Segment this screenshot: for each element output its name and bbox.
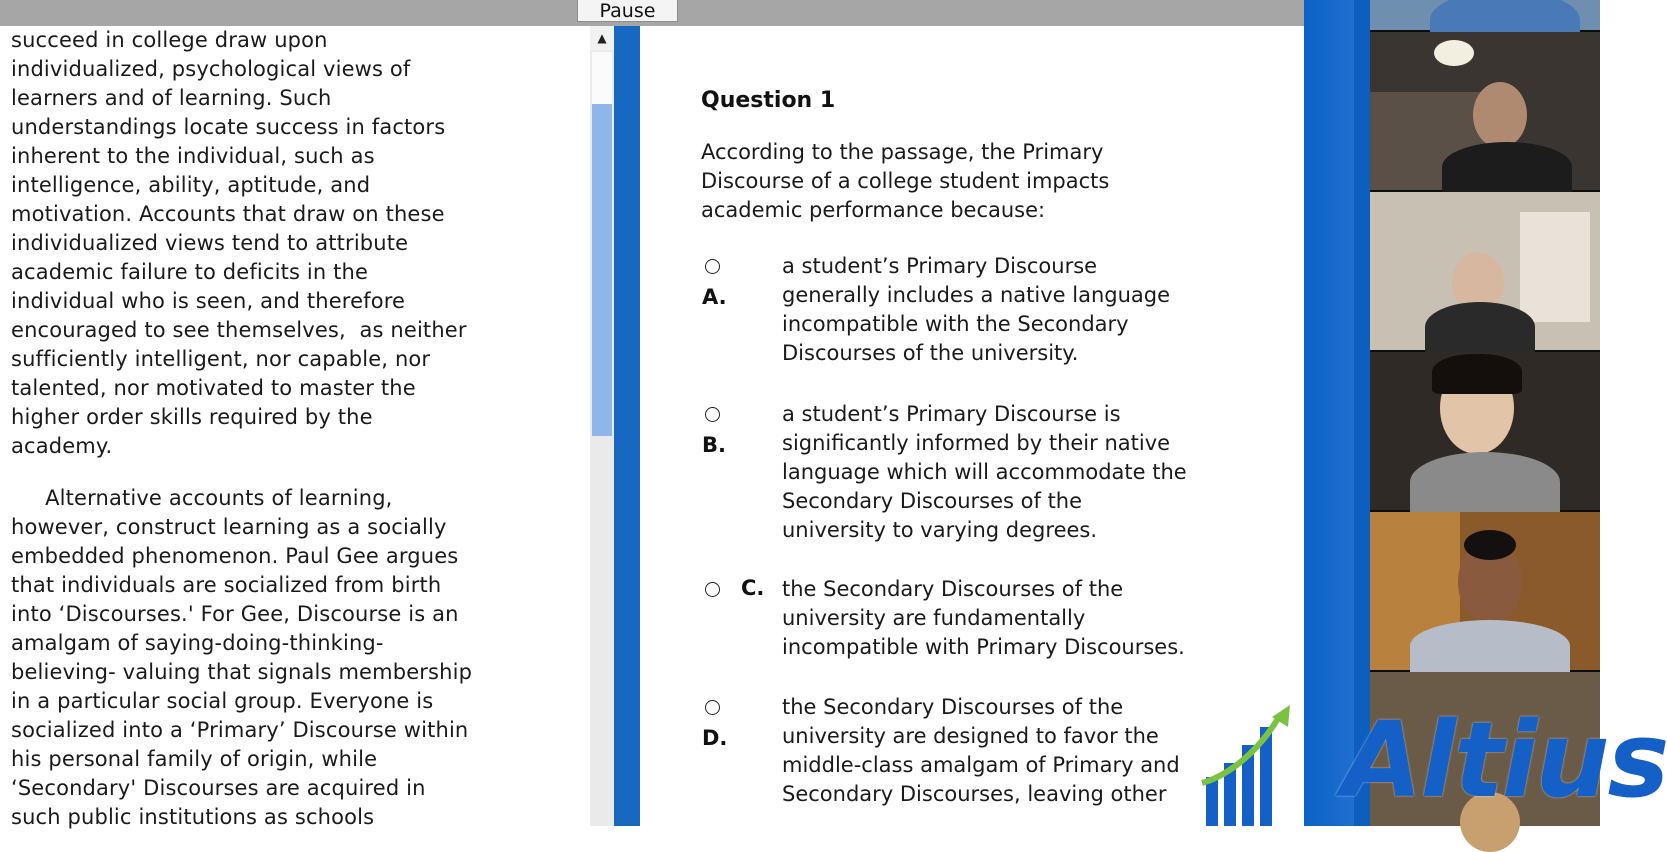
passage-line: such public institutions as schools xyxy=(11,805,375,829)
pause-button[interactable]: Pause xyxy=(577,0,678,22)
question-stem xyxy=(701,138,1261,225)
option-line: the Secondary Discourses of the xyxy=(782,695,1124,719)
passage-line: individualized views tend to attribute xyxy=(11,231,409,255)
participant-video-tile[interactable] xyxy=(1370,352,1600,510)
participant-video-tile[interactable] xyxy=(1370,0,1600,30)
reading-passage-pane xyxy=(0,26,590,829)
scrollbar-track-highlight xyxy=(592,52,612,104)
option-line: significantly informed by their native xyxy=(782,431,1171,455)
passage-line: that individuals are socialized from birth xyxy=(11,573,442,597)
passage-paragraph-1 xyxy=(11,26,571,461)
option-line: university are fundamentally xyxy=(782,606,1086,630)
option-line: incompatible with the Secondary xyxy=(782,312,1129,336)
logo-arrow-icon xyxy=(1200,705,1310,826)
passage-line: socialized into a ‘Primary’ Discourse within xyxy=(11,718,469,742)
passage-line: individual who is seen, and therefore xyxy=(11,289,406,313)
option-line: language which will accommodate the xyxy=(782,460,1187,484)
option-text-a xyxy=(782,252,1282,368)
option-line: Secondary Discourses, leaving other xyxy=(782,782,1167,806)
participant-body xyxy=(1410,452,1560,512)
passage-line: succeed in college draw upon xyxy=(11,28,328,52)
passage-line: individualized, psychological views of xyxy=(11,57,411,81)
answer-option-c[interactable] xyxy=(640,575,1304,670)
passage-line: higher order skills required by the xyxy=(11,405,373,429)
stem-line: Discourse of a college student impacts xyxy=(701,169,1110,193)
stem-line: academic performance because: xyxy=(701,198,1046,222)
ceiling-light xyxy=(1434,40,1474,66)
question-title: Question 1 xyxy=(701,88,836,113)
passage-line: inherent to the individual, such as xyxy=(11,144,375,168)
paragraph-gap xyxy=(11,461,571,484)
participant-video-tile[interactable] xyxy=(1370,32,1600,190)
passage-line: into ‘Discourses.' For Gee, Discourse is an xyxy=(11,602,459,626)
passage-line: encouraged to see themselves, as neither xyxy=(11,318,467,342)
answer-option-a[interactable] xyxy=(640,252,1304,377)
passage-line: his personal family of origin, while xyxy=(11,747,378,771)
passage-scrollbar[interactable] xyxy=(590,26,614,826)
radio-button-a[interactable] xyxy=(705,259,720,274)
altius-logo xyxy=(1200,699,1667,826)
option-line: a student’s Primary Discourse is xyxy=(782,402,1121,426)
option-line: university are designed to favor the xyxy=(782,724,1159,748)
option-text-b xyxy=(782,400,1282,545)
scrollbar-thumb[interactable] xyxy=(592,104,612,436)
passage-line: amalgam of saying-doing-thinking- xyxy=(11,631,384,655)
passage-line: academy. xyxy=(11,434,113,458)
passage-text xyxy=(11,26,571,832)
option-letter-c: C. xyxy=(741,576,765,600)
radio-button-b[interactable] xyxy=(705,407,720,422)
participant-avatar xyxy=(1473,82,1527,148)
option-letter-b: B. xyxy=(702,433,726,457)
participant-body xyxy=(1442,142,1572,192)
passage-line: talented, nor motivated to master the xyxy=(11,376,416,400)
option-line: university to varying degrees. xyxy=(782,518,1098,542)
scroll-up-arrow-icon[interactable]: ▲ xyxy=(590,26,614,50)
passage-line: Alternative accounts of learning, xyxy=(11,486,393,510)
participant-video-tile[interactable] xyxy=(1370,512,1600,670)
option-letter-d: D. xyxy=(702,726,728,750)
logo-wordmark: Altius xyxy=(1342,699,1667,821)
radio-button-d[interactable] xyxy=(705,700,720,715)
option-line: the Secondary Discourses of the xyxy=(782,577,1124,601)
passage-line: believing- valuing that signals membership xyxy=(11,660,473,684)
passage-paragraph-2 xyxy=(11,484,571,832)
option-text-c xyxy=(782,575,1282,662)
answer-option-b[interactable] xyxy=(640,400,1304,550)
passage-line: in a particular social group. Everyone is xyxy=(11,689,434,713)
participant-hair xyxy=(1432,354,1522,394)
participant-body xyxy=(1410,620,1570,672)
option-line: middle-class amalgam of Primary and xyxy=(782,753,1180,777)
passage-line: however, construct learning as a socially xyxy=(11,515,447,539)
participant-video-tile[interactable] xyxy=(1370,192,1600,350)
passage-line: understandings locate success in factors xyxy=(11,115,446,139)
stem-line: According to the passage, the Primary xyxy=(701,140,1104,164)
option-line: a student’s Primary Discourse xyxy=(782,254,1098,278)
participant-body xyxy=(1425,302,1535,352)
passage-line: embedded phenomenon. Paul Gee argues xyxy=(11,544,459,568)
option-letter-a: A. xyxy=(702,285,727,309)
passage-line: sufficiently intelligent, nor capable, nor xyxy=(11,347,431,371)
passage-line: ‘Secondary' Discourses are acquired in xyxy=(11,776,426,800)
passage-line: motivation. Accounts that draw on these xyxy=(11,202,445,226)
pane-divider[interactable] xyxy=(614,26,640,826)
option-line: incompatible with Primary Discourses. xyxy=(782,635,1185,659)
passage-line: learners and of learning. Such xyxy=(11,86,332,110)
option-line: generally includes a native language xyxy=(782,283,1171,307)
passage-line: academic failure to deficits in the xyxy=(11,260,369,284)
option-line: Discourses of the university. xyxy=(782,341,1079,365)
option-line: Secondary Discourses of the xyxy=(782,489,1083,513)
passage-line: intelligence, ability, aptitude, and xyxy=(11,173,371,197)
background-door xyxy=(1520,212,1590,322)
radio-button-c[interactable] xyxy=(705,582,720,597)
participant-hair xyxy=(1464,530,1516,560)
